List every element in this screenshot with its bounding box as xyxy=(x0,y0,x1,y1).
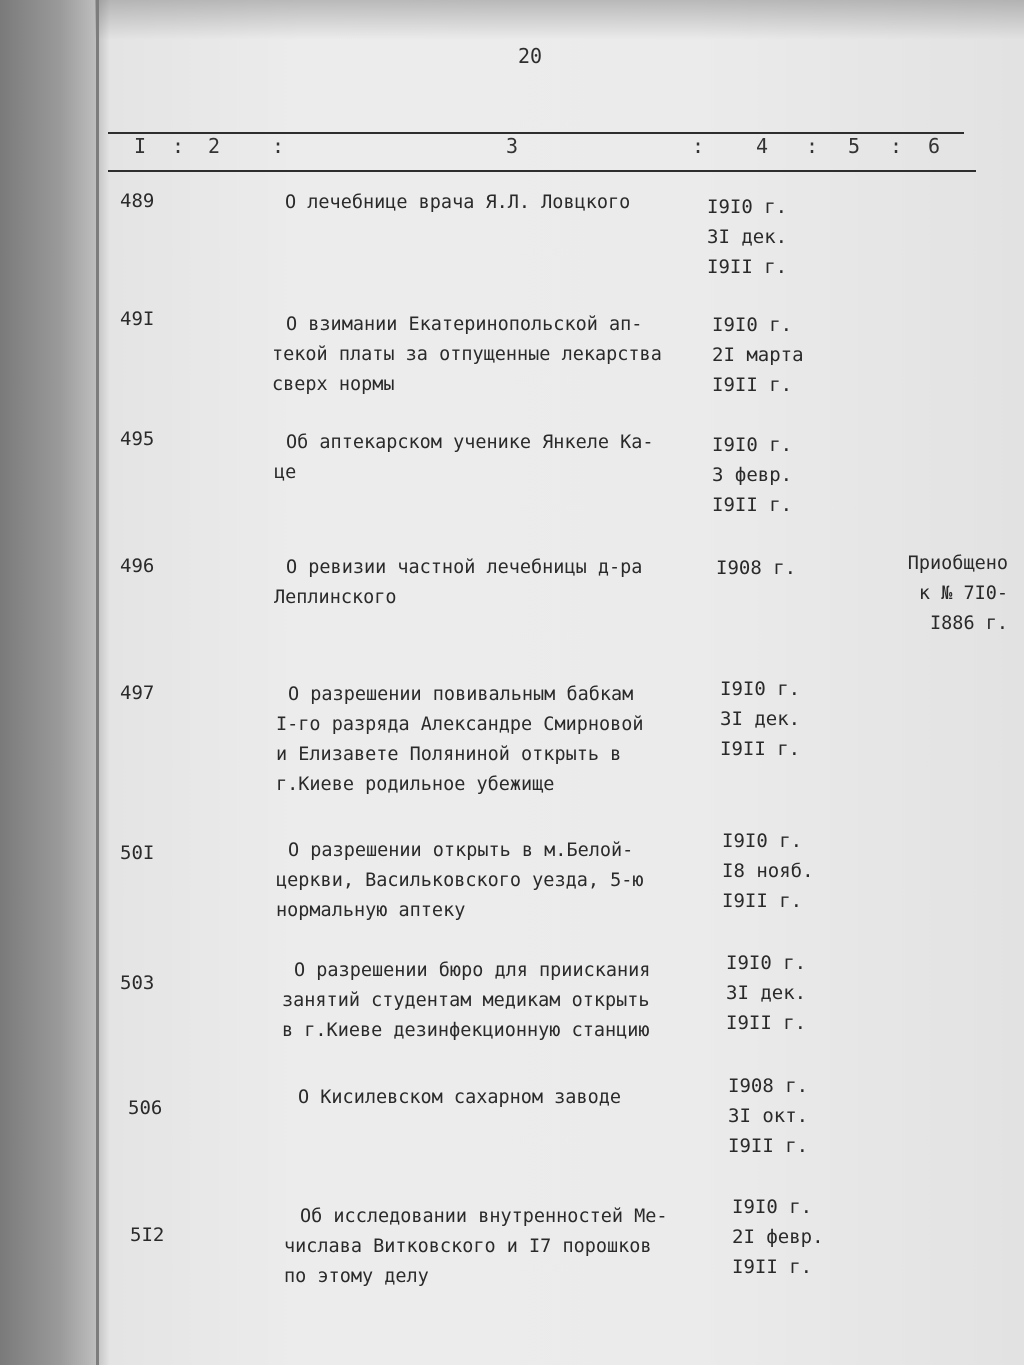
column-header-sep: : xyxy=(272,134,285,158)
record-title: О разрешении открыть в м.Белой- церкви, Васильковского уезда, 5-ю нормальную аптеку xyxy=(276,840,644,921)
record-dates: I9I0 г. 3I дек. I9II г. xyxy=(707,196,788,278)
record-title: О лечебнице врача Я.Л. Ловцкого xyxy=(285,192,631,213)
record-number: 495 xyxy=(120,428,155,450)
column-header-sep: : xyxy=(172,134,185,158)
column-header-sep: : xyxy=(890,134,903,158)
record-title: Об исследовании внутренностей Ме- числава Витковского и I7 порошков по этому делу xyxy=(284,1206,668,1287)
page-number: 20 xyxy=(517,44,543,68)
record-dates: I9I0 г. 3I дек. I9II г. xyxy=(720,678,801,760)
record-dates: I9I0 г. 3 февр. I9II г. xyxy=(712,434,793,516)
record-number: 49I xyxy=(120,308,155,330)
record-number: 489 xyxy=(120,190,155,212)
record-dates: I9I0 г. 2I марта I9II г. xyxy=(712,314,804,396)
record-dates: I908 г. xyxy=(716,557,797,579)
column-header-5: 5 xyxy=(848,134,861,158)
record-title: О взимании Екатеринопольской ап- текой платы за отпущенные лекарства сверх нормы xyxy=(272,314,662,395)
record-dates: I908 г. 3I окт. I9II г. xyxy=(728,1075,809,1157)
record-title: О ревизии частной лечебницы д-ра Леплинского xyxy=(274,557,643,608)
column-header-1: I xyxy=(134,134,147,158)
column-header-4: 4 xyxy=(756,134,769,158)
record-number: 5I2 xyxy=(130,1224,165,1246)
record-title: Об аптекарском ученике Янкеле Ка- це xyxy=(274,432,654,483)
header-rule-top xyxy=(108,132,964,134)
column-header-sep: : xyxy=(692,134,705,158)
record-dates: I9I0 г. 3I дек. I9II г. xyxy=(726,952,807,1034)
record-title: О Кисилевском сахарном заводе xyxy=(298,1087,622,1108)
record-dates: I9I0 г. I8 нояб. I9II г. xyxy=(722,830,814,912)
column-header-sep: : xyxy=(806,134,819,158)
column-header-6: 6 xyxy=(928,134,941,158)
record-number: 503 xyxy=(120,972,155,994)
column-header-3: 3 xyxy=(506,134,519,158)
record-note: Приобщено к № 7I0- I886 г. xyxy=(907,553,1008,634)
record-title: О разрешении повивальным бабкам I-го разряда Александре Смирновой и Елизавете Поляниной открыть в г.Киеве родильное убежище xyxy=(276,684,644,795)
column-header-2: 2 xyxy=(208,134,221,158)
record-number: 496 xyxy=(120,555,155,577)
header-rule-bottom xyxy=(108,170,976,172)
record-dates: I9I0 г. 2I февр. I9II г. xyxy=(732,1196,824,1278)
record-number: 497 xyxy=(120,682,155,704)
record-title: О разрешении бюро для приискания занятий студентам медикам открыть в г.Киеве дезинфекционную станцию xyxy=(282,960,651,1041)
record-number: 50I xyxy=(120,842,155,864)
record-number: 506 xyxy=(128,1097,163,1119)
